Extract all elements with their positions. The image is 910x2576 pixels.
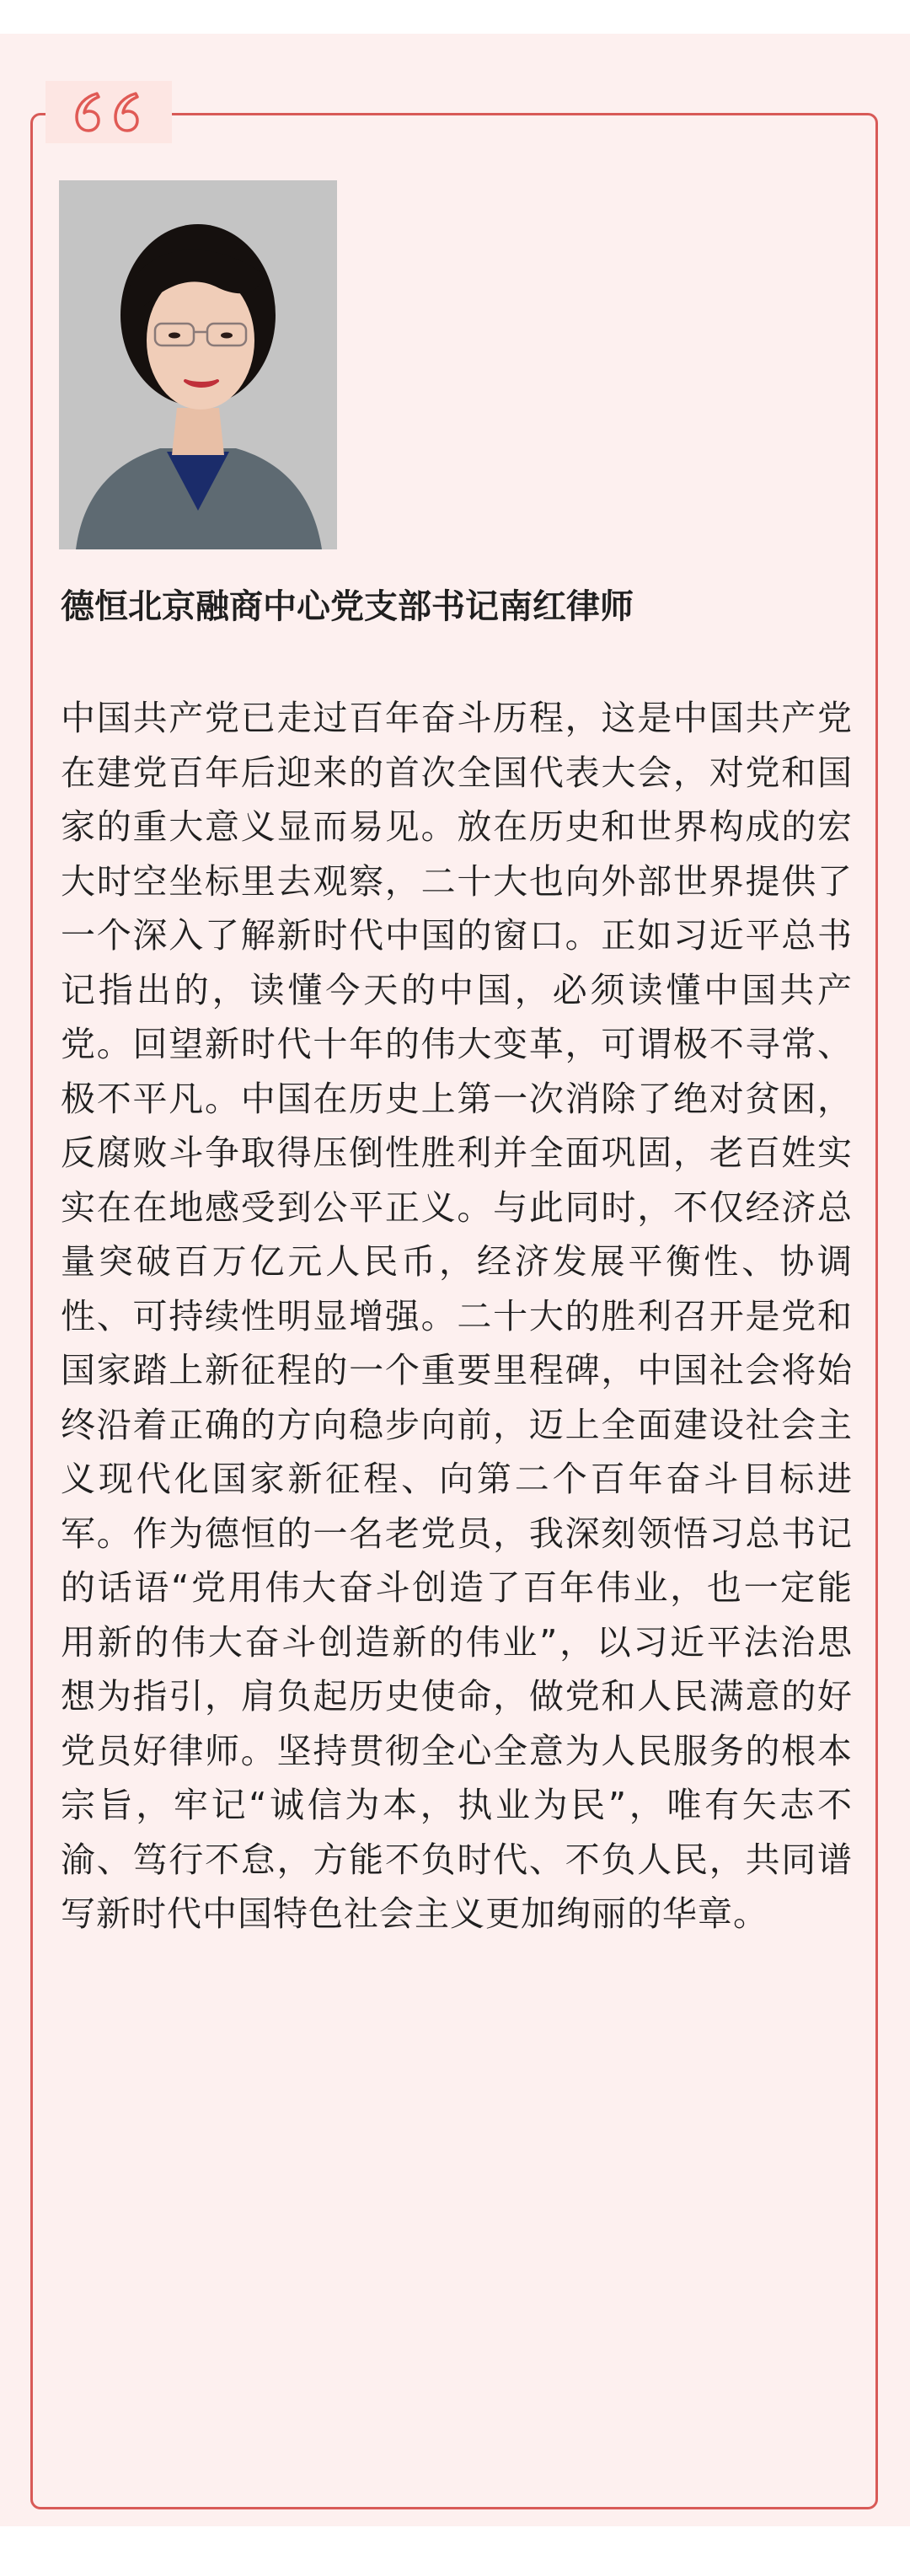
quote-badge bbox=[46, 81, 172, 143]
article-body: 中国共产党已走过百年奋斗历程，这是中国共产党在建党百年后迎来的首次全国代表大会，对党和国家的重大意义显而易见。放在历史和世界构成的宏大时空坐标里去观察，二十大也向外部世界提供了一个深入了解新时代中国的窗口。正如习近平总书记指出的，读懂今天的中国，必须读懂中国共产党。回望新时代十年的伟大变革，可谓极不寻常、极不平凡。中国在历史上第一次消除了绝对贫困，反腐败斗争取得压倒性胜利并全面巩固，老百姓实实在在地感受到公平正义。与此同时，不仅经济总量突破百万亿元人民币，经济发展平衡性、协调性、可持续性明显增强。二十大的胜利召开是党和国家踏上新征程的一个重要里程碑，中国社会将始终沿着正确的方向稳步向前，迈上全面建设社会主义现代化国家新征程、向第二个百年奋斗目标进军。作为德恒的一名老党员，我深刻领悟习总书记的话语“党用伟大奋斗创造了百年伟业，也一定能用新的伟大奋斗创造新的伟业”，以习近平法治思想为指引，肩负起历史使命，做党和人民满意的好党员好律师。坚持贯彻全心全意为人民服务的根本宗旨，牢记“诚信为本，执业为民”，唯有矢志不渝、笃行不怠，方能不负时代、不负人民，共同谱写新时代中国特色社会主义更加绚丽的华章。 bbox=[61, 698, 853, 1934]
portrait-illustration bbox=[59, 180, 337, 549]
article-card bbox=[0, 34, 910, 2526]
lawyer-name-title: 德恒北京融商中心党支部书记南红律师 bbox=[61, 587, 634, 626]
quote-mark-icon bbox=[68, 88, 149, 136]
portrait-photo bbox=[59, 180, 337, 549]
